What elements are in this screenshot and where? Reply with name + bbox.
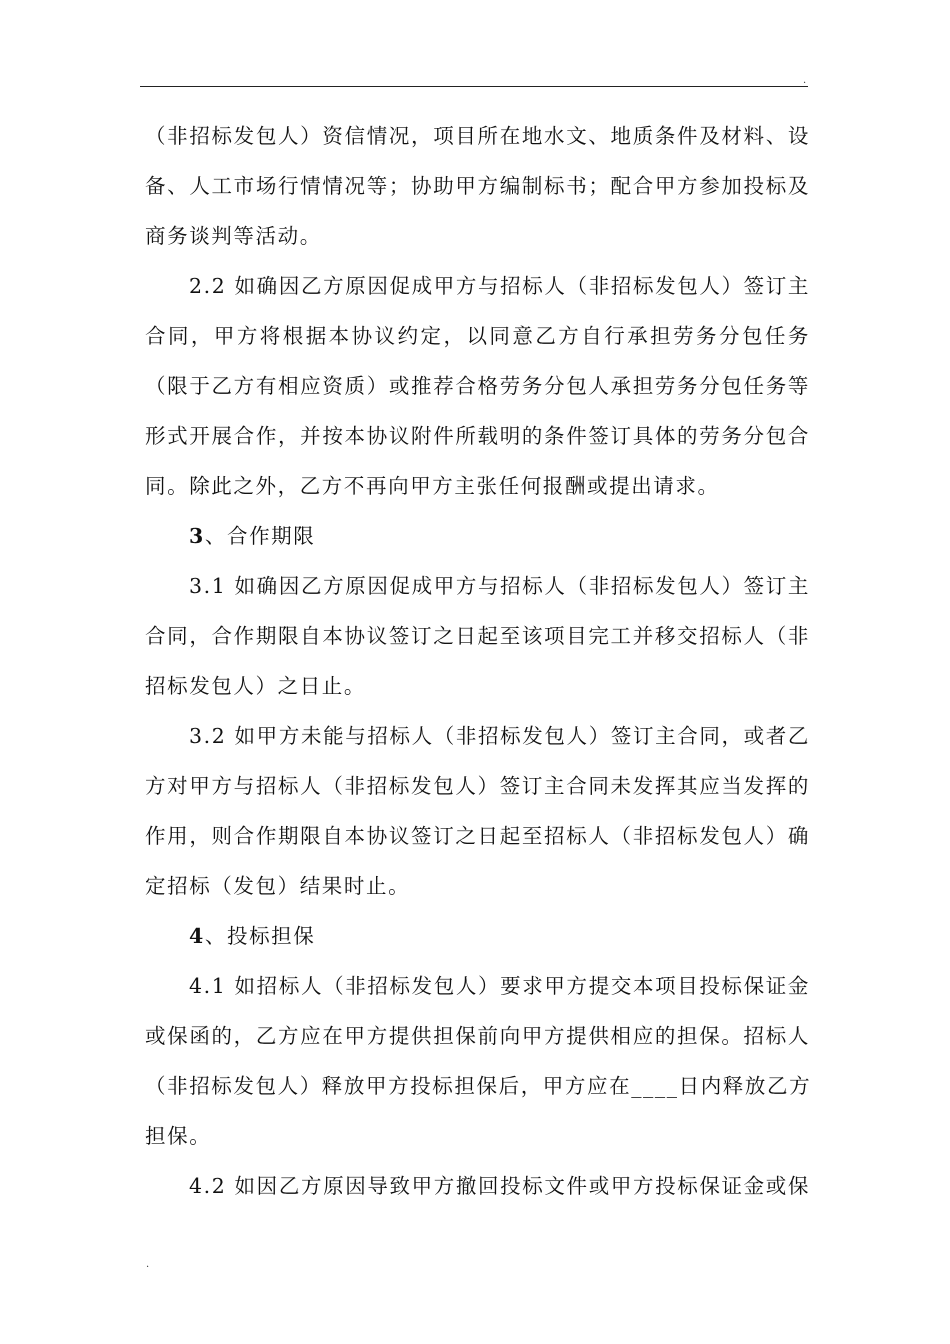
clause-4-1-first-line: 4.1 如招标人（非招标发包人）要求甲方提交本项目投标保证金 [189, 974, 810, 998]
section-title: 、合作期限 [204, 524, 316, 548]
section-heading-4 [189, 911, 810, 961]
body-line: 方对甲方与招标人（非招标发包人）签订主合同未发挥其应当发挥的 [145, 774, 810, 798]
clause-4-2-first-line: 4.2 如因乙方原因导致甲方撤回投标文件或甲方投标保证金或保 [189, 1174, 810, 1198]
body-line: 招标发包人）之日止。 [145, 674, 366, 698]
body-line: （非招标发包人）释放甲方投标担保后，甲方应在____日内释放乙方 [145, 1074, 812, 1098]
clause-2-2-first-line: 2.2 如确因乙方原因促成甲方与招标人（非招标发包人）签订主 [189, 274, 810, 298]
body-line: 形式开展合作，并按本协议附件所载明的条件签订具体的劳务分包合 [145, 424, 810, 448]
body-line: 同。除此之外，乙方不再向甲方主张任何报酬或提出请求。 [145, 474, 720, 498]
body-line: 定招标（发包）结果时止。 [145, 874, 411, 898]
section-heading-3 [189, 511, 810, 561]
section-title: 、投标担保 [204, 924, 316, 948]
footer-corner-mark: . [146, 1259, 150, 1270]
body-line: （非招标发包人）资信情况，项目所在地水文、地质条件及材料、设 [145, 124, 810, 148]
clause-3-1-first-line: 3.1 如确因乙方原因促成甲方与招标人（非招标发包人）签订主 [189, 574, 810, 598]
body-line: 商务谈判等活动。 [145, 224, 322, 248]
header-corner-mark: . [803, 75, 807, 86]
body-line: 合同，甲方将根据本协议约定，以同意乙方自行承担劳务分包任务 [145, 324, 810, 348]
body-line: 作用，则合作期限自本协议签订之日起至招标人（非招标发包人）确 [145, 824, 810, 848]
body-line: （限于乙方有相应资质）或推荐合格劳务分包人承担劳务分包任务等 [145, 374, 810, 398]
body-line: 担保。 [145, 1124, 212, 1148]
section-number: 4 [189, 924, 205, 948]
body-line: 或保函的，乙方应在甲方提供担保前向甲方提供相应的担保。招标人 [145, 1024, 810, 1048]
header-rule [140, 86, 808, 87]
body-line: 备、人工市场行情情况等；协助甲方编制标书；配合甲方参加投标及 [145, 174, 810, 198]
clause-3-2-first-line: 3.2 如甲方未能与招标人（非招标发包人）签订主合同，或者乙 [189, 724, 810, 748]
body-line: 合同，合作期限自本协议签订之日起至该项目完工并移交招标人（非 [145, 624, 810, 648]
section-number: 3 [189, 524, 205, 548]
